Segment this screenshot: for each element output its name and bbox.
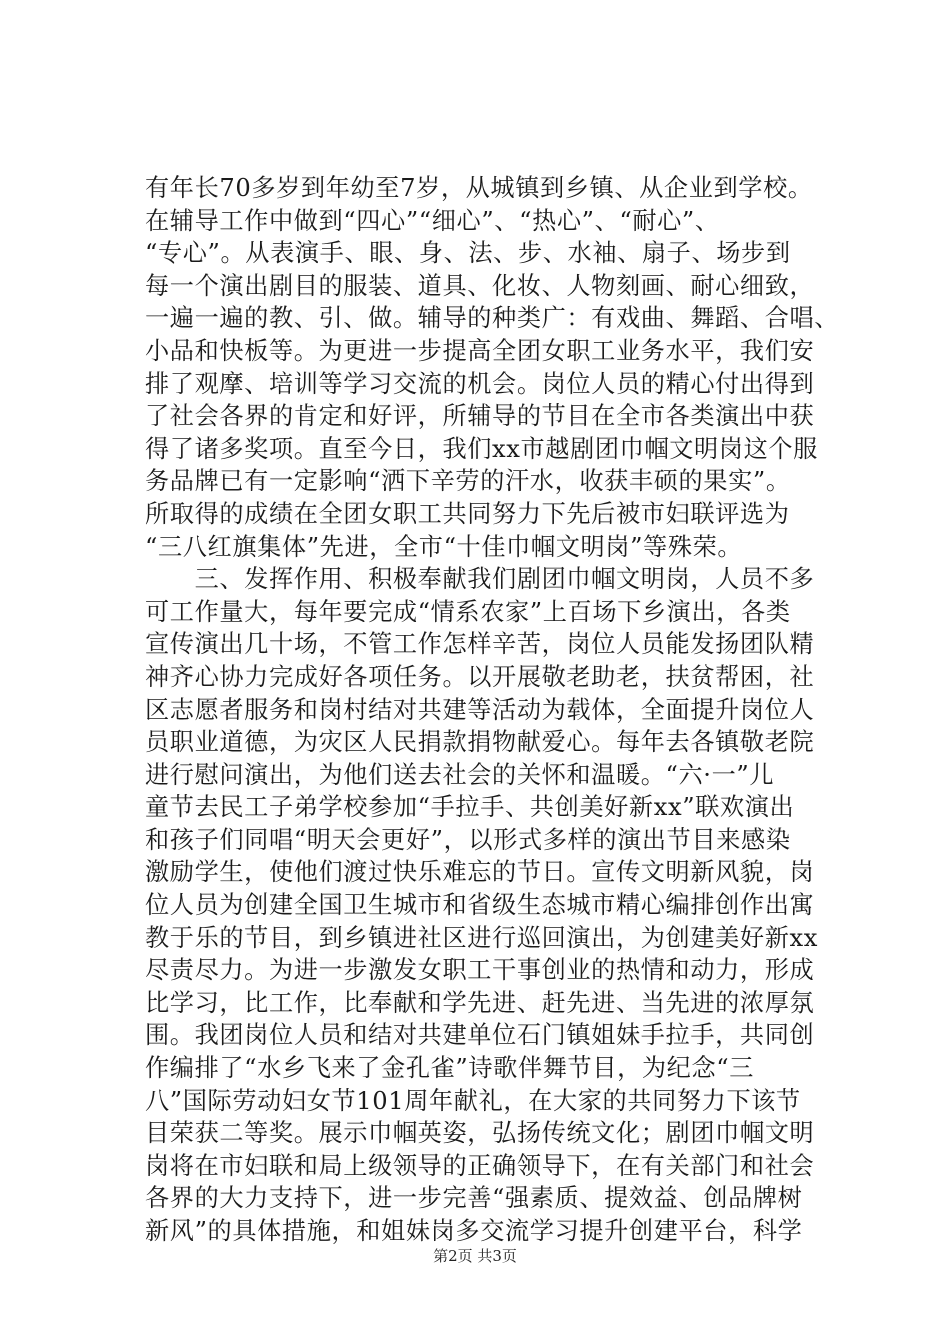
text-line: 和孩子们同唱“明天会更好”，以形式多样的演出节目来感染 [145,825,791,854]
text-line: 比学习，比工作，比奉献和学先进、赶先进、当先进的浓厚氛 [145,988,815,1017]
text-line: 可工作量大，每年要完成“情系农家”上百场下乡演出，各类 [145,597,791,626]
text-line: 员职业道德，为灾区人民捐款捐物献爱心。每年去各镇敬老院 [145,728,815,757]
text-line: 位人员为创建全国卫生城市和省级生态城市精心编排创作出寓 [145,891,815,920]
text-line: 排了观摩、培训等学习交流的机会。岗位人员的精心付出得到 [145,369,815,398]
text-line: 宣传演出几十场，不管工作怎样辛苦，岗位人员能发扬团队精 [145,630,815,659]
text-line: 围。我团岗位人员和结对共建单位石门镇姐妹手拉手，共同创 [145,1021,815,1050]
text-line: 小品和快板等。为更进一步提高全团女职工业务水平，我们安 [145,336,815,365]
page-number-footer: 第2页 共3页 [433,1247,517,1265]
text-line: 各界的大力支持下，进一步完善“强素质、提效益、创品牌树 [145,1184,803,1213]
text-line: 一遍一遍的教、引、做。辅导的种类广：有戏曲、舞蹈、合唱、 [145,304,840,333]
text-line: 童节去民工子弟学校参加“手拉手、共创美好新xx”联欢演出 [145,793,795,822]
text-line: 岗将在市妇联和局上级领导的正确领导下，在有关部门和社会 [145,1151,815,1180]
text-line: 在辅导工作中做到“四心”“细心”、“热心”、“耐心”、 [145,206,720,235]
text-line: 八”国际劳动妇女节101周年献礼，在大家的共同努力下该节 [145,1086,801,1115]
text-line: 了社会各界的肯定和好评，所辅导的节目在全市各类演出中获 [145,402,815,431]
text-line: 三、发挥作用、积极奉献我们剧团巾帼文明岗，人员不多 [145,565,815,594]
text-line: 得了诸多奖项。直至今日，我们xx市越剧团巾帼文明岗这个服 [145,434,818,463]
text-line: 神齐心协力完成好各项任务。以开展敬老助老，扶贫帮困，社 [145,662,815,691]
text-line: 目荣获二等奖。展示巾帼英姿，弘扬传统文化；剧团巾帼文明 [145,1119,815,1148]
text-line: 有年长70多岁到年幼至7岁，从城镇到乡镇、从企业到学校。 [145,174,813,202]
text-line: 所取得的成绩在全团女职工共同努力下先后被市妇联评选为 [145,499,790,528]
text-line: 新风”的具体措施，和姐妹岗多交流学习提升创建平台，科学 [145,1217,803,1245]
text-line: 作编排了“水乡飞来了金孔雀”诗歌伴舞节目，为纪念“三 [145,1054,755,1083]
body-text [145,172,840,1248]
text-line: 激励学生，使他们渡过快乐难忘的节日。宣传文明新风貌，岗 [145,858,815,887]
text-line: “专心”。从表演手、眼、身、法、步、水袖、扇子、场步到 [145,239,791,268]
text-line: 区志愿者服务和岗村结对共建等活动为载体，全面提升岗位人 [145,695,815,724]
text-line: 每一个演出剧目的服装、道具、化妆、人物刻画、耐心细致， [145,271,815,300]
text-line: 进行慰问演出，为他们送去社会的关怀和温暖。“六·一”儿 [145,760,775,789]
text-line: 教于乐的节目，到乡镇进社区进行巡回演出，为创建美好新xx [145,923,818,952]
text-line: “三八红旗集体”先进，全市“十佳巾帼文明岗”等殊荣。 [145,532,743,561]
text-line: 务品牌已有一定影响“洒下辛劳的汗水，收获丰硕的果实”。 [145,467,791,496]
text-line: 尽责尽力。为进一步激发女职工干事创业的热情和动力，形成 [145,956,815,985]
